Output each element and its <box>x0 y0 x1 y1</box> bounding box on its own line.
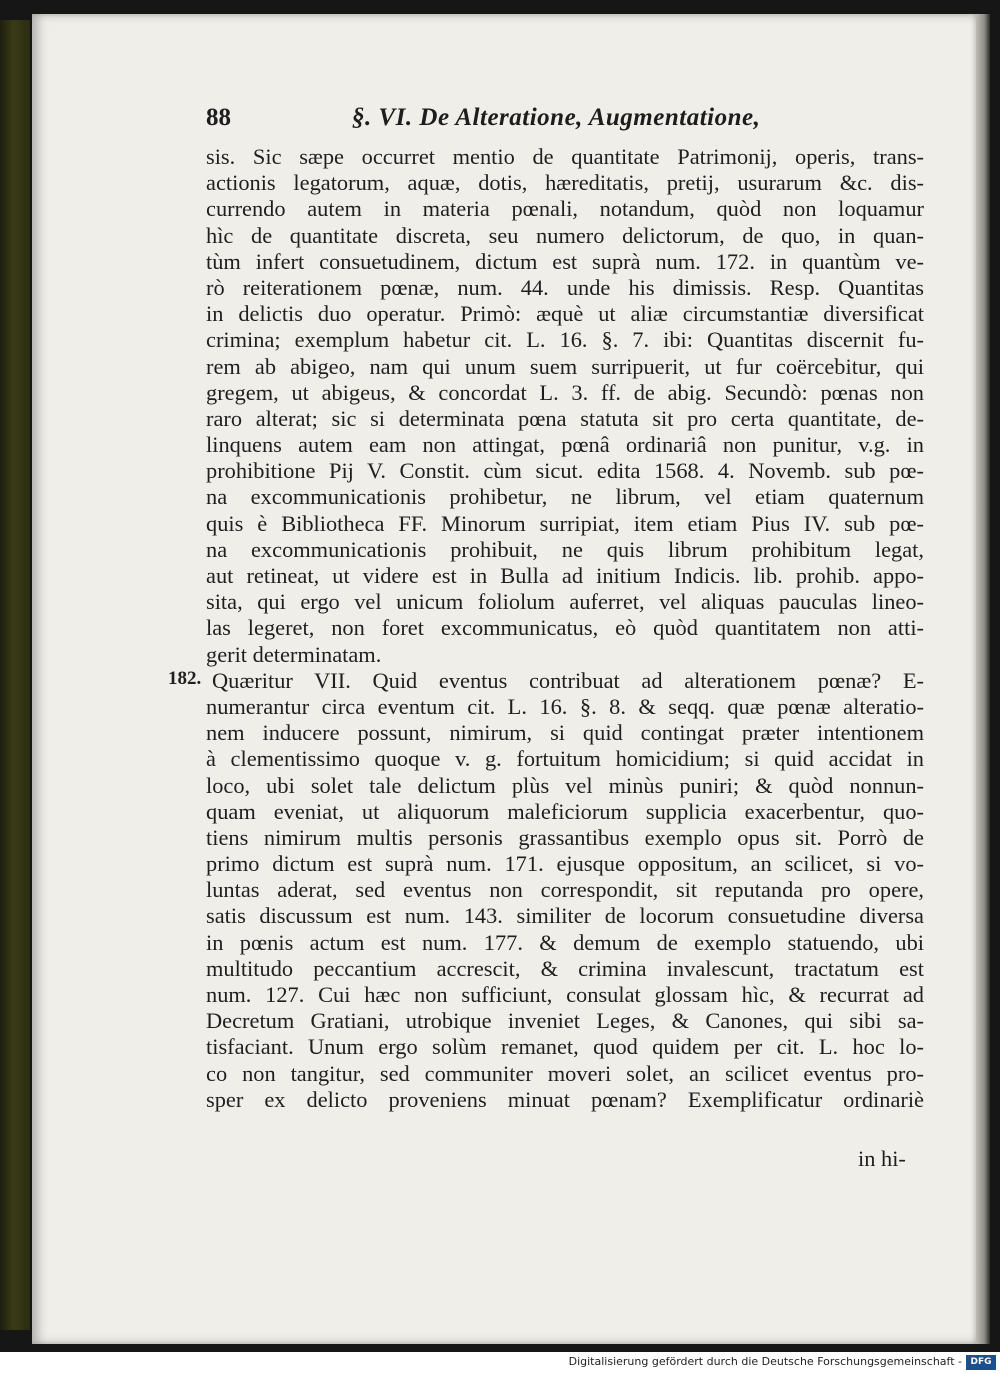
text-line: in delictis duo operatur. Primò: æquè ut aliæ circumstantiæ diversificat <box>206 301 924 327</box>
text-line: las legeret, non foret excommunicatus, eò quòd quantitatem non atti- <box>206 615 924 641</box>
text-line: tùm infert consuetudinem, dictum est suprà num. 172. in quantùm ve- <box>206 248 924 274</box>
text-line: sper ex delicto proveniens minuat pœnam? Exemplificatur ordinariè <box>206 1086 924 1112</box>
text-line: prohibitione Pij V. Constit. cùm sicut. edita 1568. 4. Novemb. sub pœ- <box>206 458 924 484</box>
footer-bar <box>0 1352 1000 1374</box>
text-line: na excommunicationis prohibuit, ne quis librum prohibitum legat, <box>206 536 924 562</box>
text-line: currendo autem in materia pœnali, notandum, quòd non loquamur <box>206 196 924 222</box>
text-line: tiens nimirum multis personis grassantibus exemplo opus sit. Porrò de <box>206 824 924 850</box>
paragraph-number: 182. <box>168 667 202 689</box>
text-line: loco, ubi solet tale delictum plùs vel minùs puniri; & quòd nonnun- <box>206 772 924 798</box>
page-number: 88 <box>206 104 231 131</box>
text-line: rem ab abigeo, nam qui unum suem surripuerit, ut fur coërcebitur, qui <box>206 353 924 379</box>
text-line: gerit determinatam. <box>206 641 382 667</box>
dfg-logo: DFG <box>966 1355 996 1370</box>
text-line: sita, qui ergo vel unicum foliolum auferret, vel aliquas pauculas lineo- <box>206 589 924 615</box>
body-text <box>168 144 924 1113</box>
text-line: linquens autem eam non attingat, pœnâ ordinariâ non punitur, v.g. in <box>206 432 924 458</box>
text-line: rò reiterationem pœnæ, num. 44. unde his dimissis. Resp. Quantitas <box>206 274 924 300</box>
text-line: hìc de quantitate discreta, seu numero delictorum, de quo, in quan- <box>206 222 924 248</box>
text-line: à clementissimo quoque v. g. fortuitum homicidium; si quid accidat in <box>206 746 924 772</box>
text-line: num. 127. Cui hæc non sufficiunt, consulat glossam hìc, & recurrat ad <box>206 982 924 1007</box>
text-line: aut retineat, ut videre est in Bulla ad initium Indicis. lib. prohib. appo- <box>206 563 924 588</box>
text-line: satis discussum est num. 143. similiter de locorum consuetudine diversa <box>206 903 924 929</box>
text-line: sis. Sic sæpe occurret mentio de quantitate Patrimonij, operis, trans- <box>206 144 924 169</box>
text-line: Decretum Gratiani, utrobique inveniet Leges, & Canones, qui sibi sa- <box>206 1008 924 1034</box>
text-line: quis è Bibliotheca FF. Minorum surripiat, item etiam Pius IV. sub pœ- <box>206 510 924 536</box>
text-line: numerantur circa eventum cit. L. 16. §. 8. & seqq. quæ pœnæ alteratio- <box>206 693 924 719</box>
book-spine <box>0 20 30 1330</box>
text-line: primo dictum est suprà num. 171. ejusque oppositum, an scilicet, si vo- <box>206 851 924 877</box>
catchword: in hi- <box>858 1146 906 1171</box>
text-line: quam eveniat, ut aliquorum maleficiorum supplicia exacerbentur, quo- <box>206 798 924 824</box>
text-line: luntas aderat, sed eventus non correspondit, sit reputanda pro opere, <box>206 877 924 903</box>
text-line: co non tangitur, sed communiter moveri solet, an scilicet eventus pro- <box>206 1060 924 1086</box>
text-line: raro alterat; sic si determinata pœna statuta sit pro certa quantitate, de- <box>206 405 924 431</box>
text-line: gregem, ut abigeus, & concordat L. 3. ff. de abig. Secundò: pœnas non <box>206 379 924 405</box>
text-line: crimina; exemplum habetur cit. L. 16. §. 7. ibi: Quantitas discernit fu- <box>206 327 924 353</box>
text-line: multitudo peccantium accrescit, & crimina invalescunt, tractatum est <box>206 955 924 981</box>
running-head: §. VI. De Alteratione, Augmentatione, <box>352 104 761 131</box>
digitization-credit: Digitalisierung gefördert durch die Deutsche Forschungsgemeinschaft - <box>568 1355 962 1368</box>
text-line: in pœnis actum est num. 177. & demum de exemplo statuendo, ubi <box>206 929 924 955</box>
text-line: nem inducere possunt, nimirum, si quid contingat præter intentionem <box>206 720 924 746</box>
page-header <box>206 104 786 138</box>
text-line: actionis legatorum, aquæ, dotis, hæreditatis, pretij, usurarum &c. dis- <box>206 170 924 196</box>
page-edge <box>976 14 990 1344</box>
text-line: tisfaciant. Unum ergo solùm remanet, quod quidem per cit. L. hoc lo- <box>206 1034 924 1060</box>
text-line: na excommunicationis prohibetur, ne librum, vel etiam quaternum <box>206 484 924 510</box>
text-line: Quæritur VII. Quid eventus contribuat ad alterationem pœnæ? E- <box>212 667 924 693</box>
